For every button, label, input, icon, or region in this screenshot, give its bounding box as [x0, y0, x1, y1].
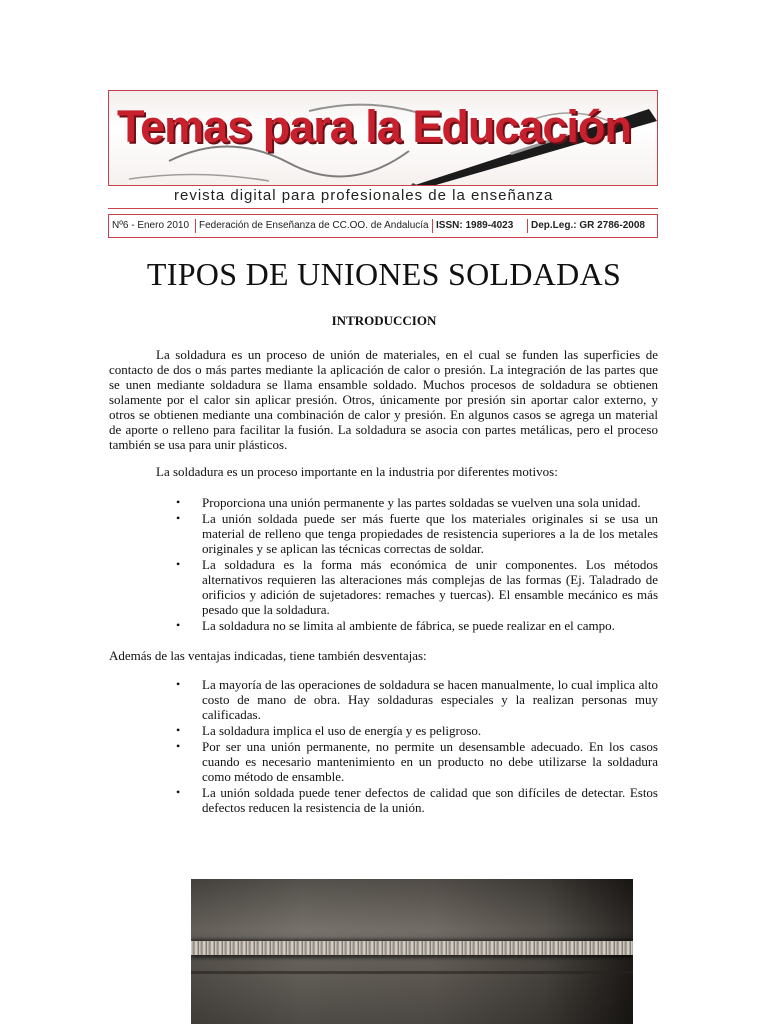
federation-name: Federación de Enseñanza de CC.OO. de Andalucía — [196, 219, 433, 233]
advantages-list — [109, 495, 658, 634]
legal-deposit: Dep.Leg.: GR 2786-2008 — [531, 220, 645, 231]
bullet-icon: • — [176, 739, 181, 753]
bullet-icon: • — [176, 785, 181, 799]
list-item-text: La unión soldada puede ser más fuerte que los materiales originales si se usa un material de relleno que tenga propiedades de resistencia superiores a la de los metales originales y se aplican las técnicas correctas de soldar. — [202, 511, 658, 556]
masthead — [108, 90, 658, 239]
section-heading: INTRODUCCION — [331, 313, 437, 328]
disadvantages-list — [109, 677, 658, 816]
list-item — [109, 495, 658, 510]
weld-photo — [191, 879, 633, 1024]
masthead-banner — [108, 90, 658, 186]
issue-number: Nº6 - Enero 2010 — [109, 219, 196, 233]
list-item-text: La unión soldada puede tener defectos de calidad que son difíciles de detectar. Estos defectos reducen la resistencia de la unión. — [202, 785, 658, 815]
list-item-text: La soldadura implica el uso de energía y es peligroso. — [202, 723, 482, 738]
list-item — [109, 618, 658, 633]
importance-paragraph: La soldadura es un proceso importante en la industria por diferentes motivos: — [156, 464, 558, 479]
bullet-icon: • — [176, 677, 181, 691]
list-item — [109, 557, 658, 617]
weld-bead — [191, 941, 633, 955]
list-item-text: Proporciona una unión permanente y las partes soldadas se vuelven una sola unidad. — [202, 495, 641, 510]
list-item-text: La soldadura es la forma más económica de unir componentes. Los métodos alternativos requieren las alteraciones más complejas de las formas (Ej. Taladrado de orificios y adición de sujetadores: remaches y tuercas). El ensamble mecánico es más pesado que la soldadura. — [202, 557, 658, 617]
masthead-title: Temas para la Educación — [117, 101, 631, 152]
list-item — [109, 511, 658, 556]
intro-paragraph: La soldadura es un proceso de unión de materiales, en el cual se funden las superficies de contacto de dos o más partes mediante la aplicación de calor o presión. La integración de las partes que se unen mediante soldadura se llama ensamble soldado. Muchos procesos de soldadura se obtienen solamente por el calor sin aplicar presión. Otros, únicamente por presión sin aportar calor externo, y otros se obtienen mediante una combinación de calor y presión. En algunos casos se agrega un material de aporte o relleno para facilitar la fusión. La soldadura se asocia con partes metálicas, pero el proceso también se usa para unir plásticos. — [109, 347, 658, 452]
bullet-icon: • — [176, 495, 181, 509]
list-item — [109, 785, 658, 815]
masthead-subtitle: revista digital para profesionales de la enseñanza — [174, 187, 554, 204]
bullet-icon: • — [176, 618, 181, 632]
bullet-icon: • — [176, 511, 181, 525]
masthead-info-bar — [108, 214, 658, 238]
list-item-text: La mayoría de las operaciones de soldadura se hacen manualmente, lo cual implica alto costo de mano de obra. Hay soldaduras especiales y la realizan personas muy calificadas. — [202, 677, 658, 722]
bullet-icon: • — [176, 557, 181, 571]
list-item — [109, 723, 658, 738]
document-title: TIPOS DE UNIONES SOLDADAS — [146, 256, 622, 292]
list-item — [109, 739, 658, 784]
list-item-text: La soldadura no se limita al ambiente de fábrica, se puede realizar en el campo. — [202, 618, 615, 633]
list-item — [109, 677, 658, 722]
bullet-icon: • — [176, 723, 181, 737]
issn: ISSN: 1989-4023 — [433, 219, 528, 233]
list-item-text: Por ser una unión permanente, no permite un desensamble adecuado. En los casos cuando es necesario mantenimiento en un producto no debe utilizarse la soldadura como método de ensamble. — [202, 739, 658, 784]
masthead-subtitle-row — [108, 186, 658, 209]
disadvantages-intro: Además de las ventajas indicadas, tiene también desventajas: — [109, 648, 427, 663]
metal-seam — [191, 971, 633, 974]
